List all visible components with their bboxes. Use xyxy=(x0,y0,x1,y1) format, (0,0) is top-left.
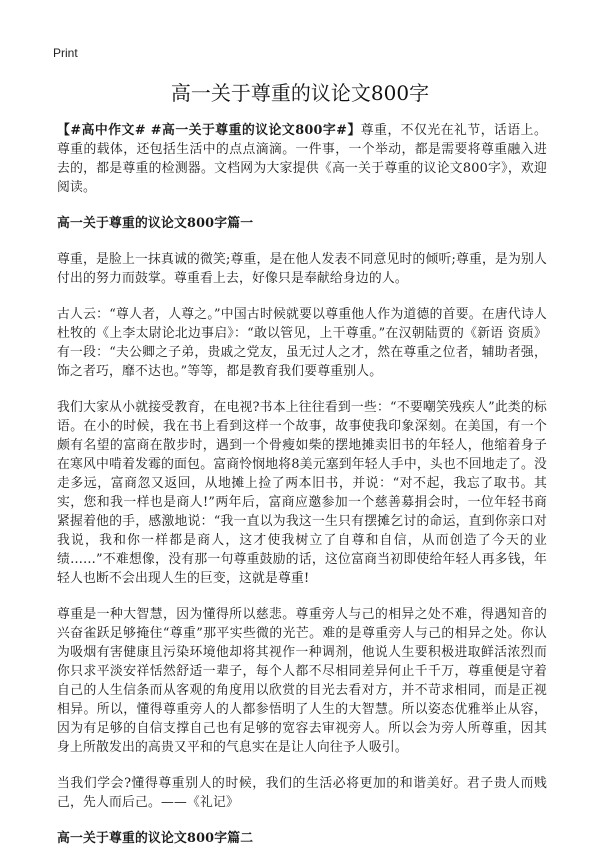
paragraph-4: 尊重是一种大智慧，因为懂得所以慈悲。尊重旁人与己的相异之处不难，得遇知音的兴奋雀跃足够掩住“尊重”那平实些微的光芒。难的是尊重旁人与己的相异之处。你认为吸烟有害健康且污染环境他却将其视作一种调剂，他说人生要积极进取鲜活浓烈而你只求平淡安祥恬然舒适一辈子，每个人都不尽相同差异何止千千万，尊重便是守着自己的人生信条而从客观的角度用以欣赏的目光去看对方，并不苛求相同，而是正视相异。所以，懂得尊重旁人的人都参悟明了人生的大智慧。所以姿态优雅举止从容，因为有足够的自信支撑自己也有足够的宽容去审视旁人。所以会为旁人所尊重，因其身上所散发出的高贵又平和的气息实在是让人向往予人吸引。 xyxy=(57,607,547,755)
intro-paragraph xyxy=(57,121,547,197)
page-title: 高一关于尊重的议论文800字 xyxy=(170,81,430,105)
paragraph-2: 古人云：“尊人者，人尊之。”中国古时候就要以尊重他人作为道德的首要。在唐代诗人杜牧的《上李太尉论北边事启》：“敢以管见，上干尊重。”在汉朝陆贾的《新语 资质》有一段：“夫公卿之子弟，贵戚之党友，虽无过人之才，然在尊重之位者，辅助者强，饰之者巧，靡不达也。”等等，都是教育我们要尊重别人。 xyxy=(57,307,547,379)
intro-tag: 【#高中作文# #高一关于尊重的议论文800字#】 xyxy=(57,123,361,138)
section-heading-2: 高一关于尊重的议论文800字篇二 xyxy=(57,831,254,846)
print-label[interactable]: Print xyxy=(53,46,78,60)
article-body xyxy=(57,121,547,865)
paragraph-3: 我们大家从小就接受教育，在电视?书本上往往看到一些：“不要嘲笑残疾人”此类的标语。在小的时候，我在书上看到这样一个故事，故事使我印象深刻。在美国，有一个颇有名望的富商在散步时，遇到一个骨瘦如柴的摆地摊卖旧书的年轻人，他缩着身子在寒风中啃着发霉的面包。富商怜悯地将8美元塞到年轻人手中，头也不回地走了。没走多远，富商忽又返回，从地摊上捡了两本旧书，并说：“对不起，我忘了取书。其实，您和我一样也是商人!”两年后，富商应邀参加一个慈善募捐会时，一位年轻书商紧握着他的手，感激地说：“我一直以为我这一生只有摆摊乞讨的命运，直到你亲口对我说，我和你一样都是商人，这才使我树立了自尊和自信，从而创造了今天的业绩……”不难想像，没有那一句尊重鼓励的话，这位富商当初即使给年轻人再多钱，年轻人也断不会出现人生的巨变，这就是尊重! xyxy=(57,400,547,586)
section-heading-1: 高一关于尊重的议论文800字篇一 xyxy=(57,216,254,231)
intro-text: 尊重，不仅光在礼节，话语上。尊重的载体，还包括生活中的点点滴滴。一件事，一个举动，都是需要将尊重融入进去的，都是尊重的检测器。文档网为大家提供《高一关于尊重的议论文800字》，欢迎阅读。 xyxy=(57,123,547,195)
paragraph-1: 尊重，是脸上一抹真诚的微笑;尊重，是在他人发表不同意见时的倾听;尊重，是为别人付出的努力而鼓掌。尊重看上去，好像只是奉献给身边的人。 xyxy=(57,252,547,286)
paragraph-5: 当我们学会?懂得尊重别人的时候，我们的生活必将更加的和谐美好。君子贵人而贱己，先人而后己。——《礼记》 xyxy=(57,776,547,810)
